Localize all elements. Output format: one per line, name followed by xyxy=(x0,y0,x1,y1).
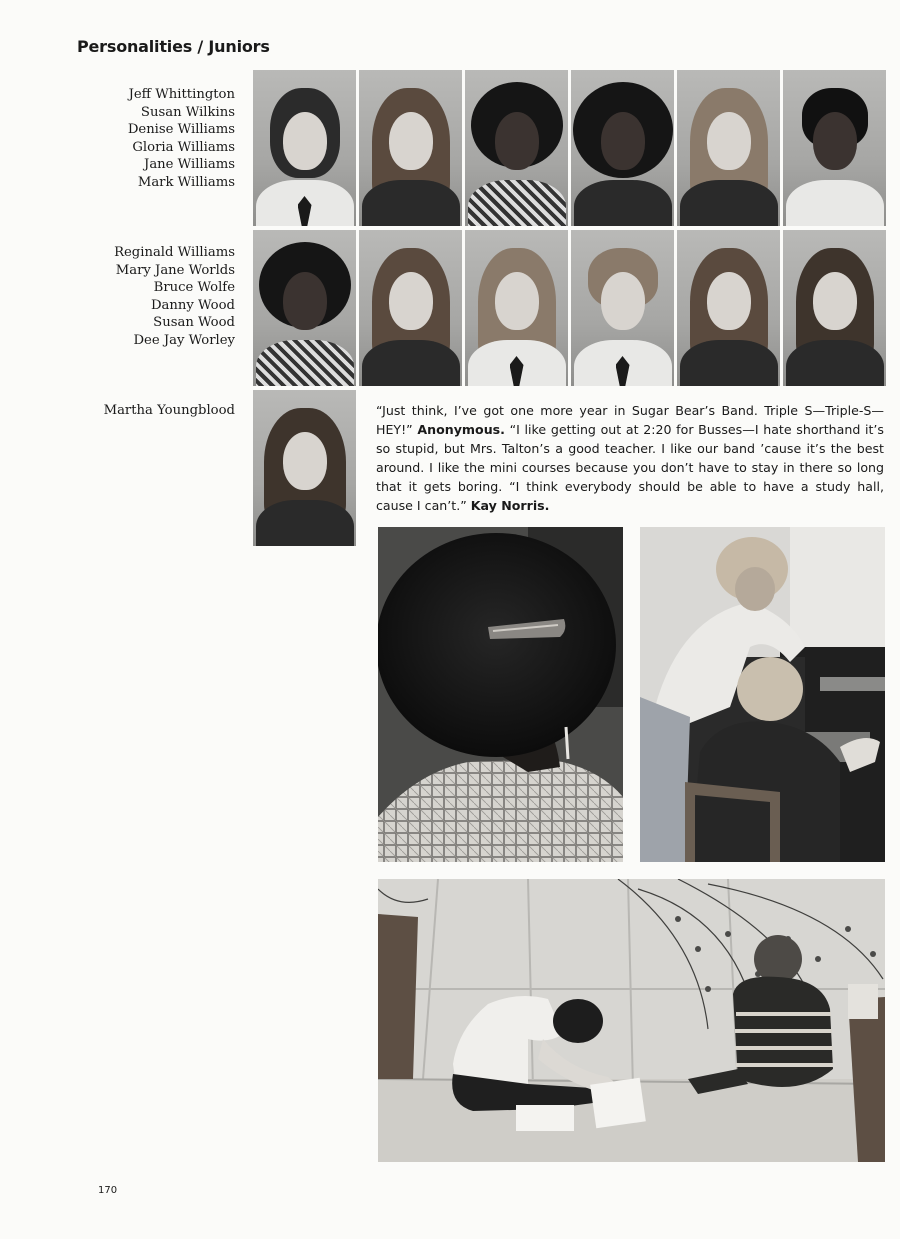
student-name: Jane Williams xyxy=(144,157,235,173)
candid-photo-image xyxy=(378,879,885,1162)
student-portrait xyxy=(677,230,780,386)
candid-photo-image xyxy=(378,527,623,862)
quote-attribution: Kay Norris. xyxy=(470,498,550,513)
student-name: Mark Williams xyxy=(137,174,235,190)
student-name: Susan Wood xyxy=(153,315,235,331)
portrait-row-3 xyxy=(253,390,356,546)
name-list-row-3 xyxy=(55,402,235,420)
student-portrait xyxy=(571,230,674,386)
student-quotes xyxy=(376,401,884,515)
quote-text: “I like getting out at 2:20 for Busses—I hate shorthand it’s so stupid, but Mrs. Talton’s a good teacher. I like our band ’cause it’s the best around. I like the mini courses because you don’t have to stay in there so long that it gets boring. “I think everybody should be able to have a study hall, cause I can’t.” xyxy=(376,422,884,513)
name-list-row-1 xyxy=(55,86,235,192)
student-portrait xyxy=(253,390,356,546)
student-name: Jeff Whittington xyxy=(128,87,235,102)
candid-photo-classroom xyxy=(640,527,885,862)
student-portrait xyxy=(677,70,780,226)
student-portrait xyxy=(253,70,356,226)
candid-photo-image xyxy=(640,527,885,862)
student-portrait xyxy=(253,230,356,386)
portrait-row-2 xyxy=(253,230,886,386)
student-name: Gloria Williams xyxy=(132,139,235,155)
student-portrait xyxy=(465,230,568,386)
student-name: Denise Williams xyxy=(127,122,235,138)
student-portrait xyxy=(783,230,886,386)
candid-photo-courtyard xyxy=(378,879,885,1162)
student-name: Bruce Wolfe xyxy=(153,280,235,296)
quote-text: “Just think, I’ve got one more year in Sugar Bear’s Band. Triple S—Triple-S—HEY!” xyxy=(376,403,884,437)
candid-photo-afro xyxy=(378,527,623,862)
student-portrait xyxy=(571,70,674,226)
student-portrait xyxy=(783,70,886,226)
student-name: Reginald Williams xyxy=(114,245,235,260)
student-name: Martha Youngblood xyxy=(103,403,235,418)
page-number: 170 xyxy=(98,1185,118,1196)
section-title: Personalities / Juniors xyxy=(77,37,270,56)
student-name: Susan Wilkins xyxy=(140,104,235,120)
student-portrait xyxy=(465,70,568,226)
student-name: Danny Wood xyxy=(150,297,235,313)
student-portrait xyxy=(359,230,462,386)
quote-attribution: Anonymous. xyxy=(417,422,505,437)
student-portrait xyxy=(359,70,462,226)
name-list-row-2 xyxy=(55,244,235,350)
portrait-row-1 xyxy=(253,70,886,226)
student-name: Mary Jane Worlds xyxy=(115,262,235,278)
student-name: Dee Jay Worley xyxy=(133,332,235,348)
